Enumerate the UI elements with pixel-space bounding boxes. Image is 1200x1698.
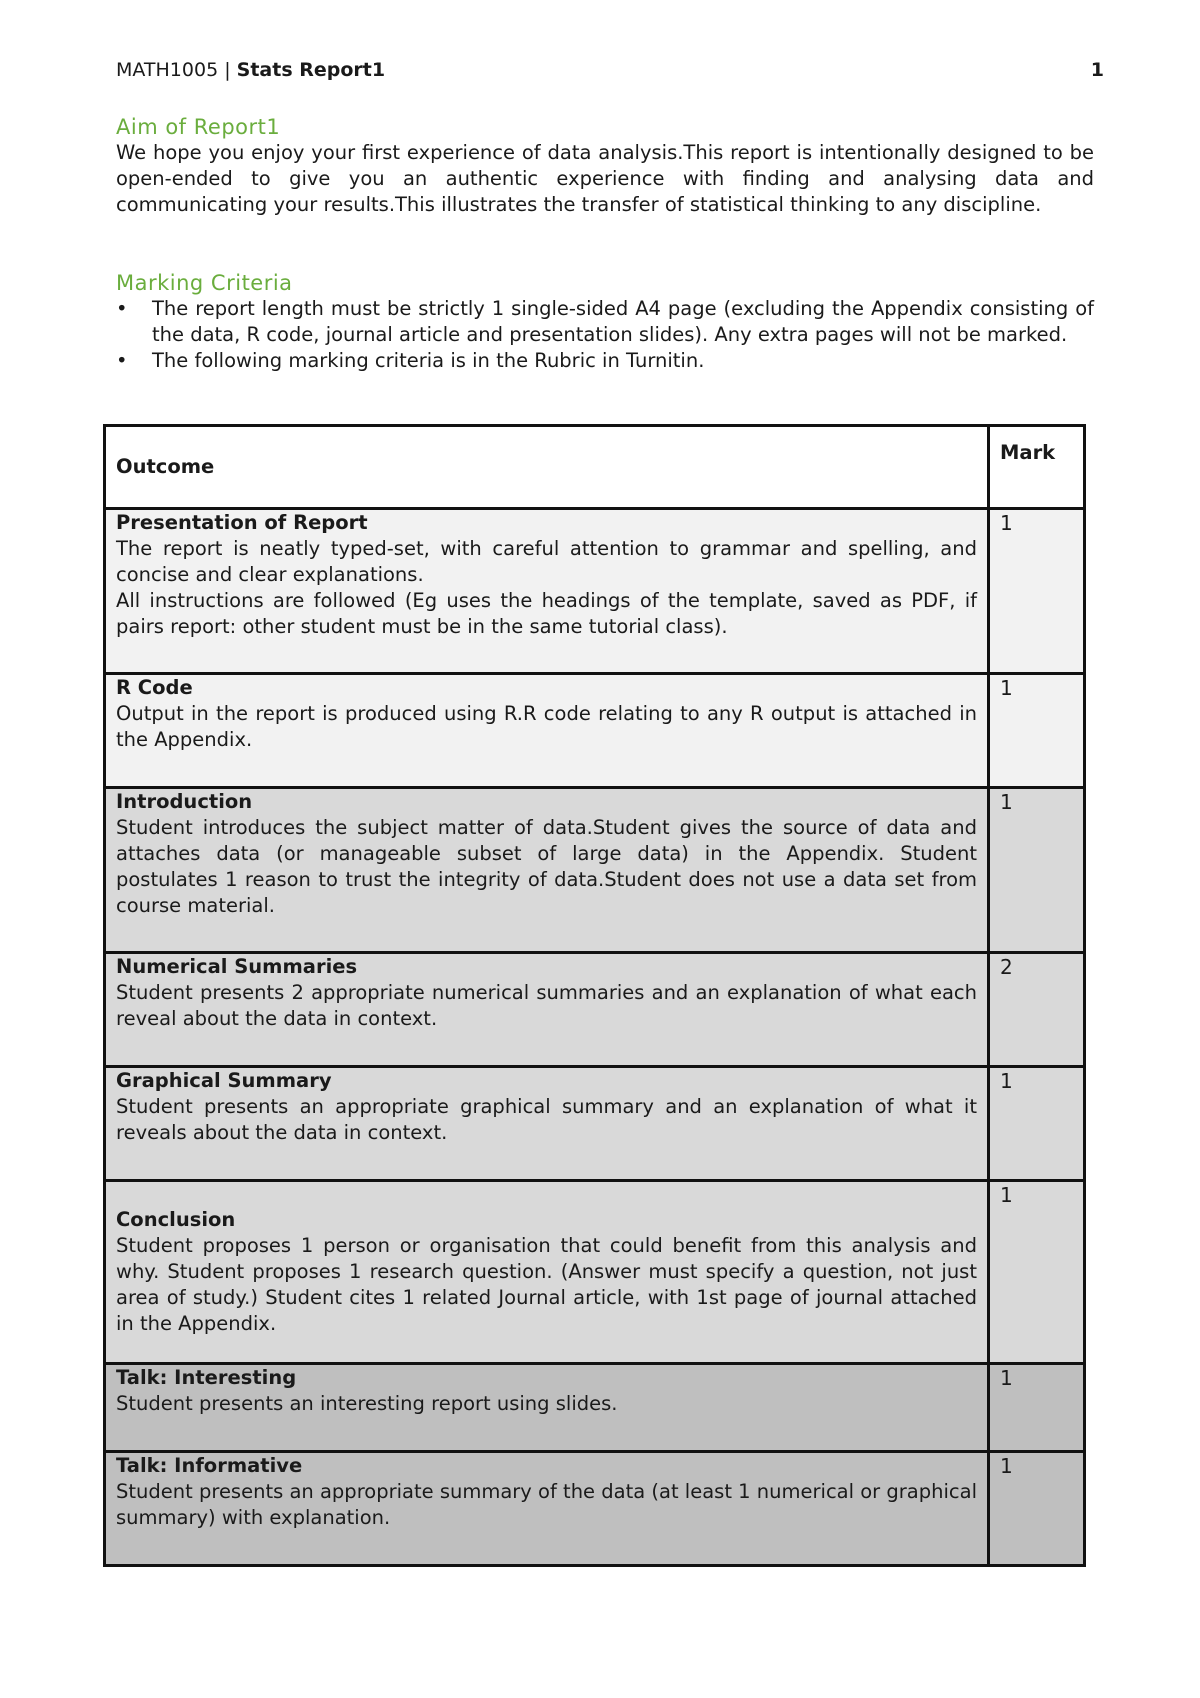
criterion-title: Graphical Summary	[116, 1069, 332, 1092]
table-row	[105, 1364, 1085, 1452]
outcome-column-header: Outcome	[105, 426, 989, 509]
criterion-description: Student proposes 1 person or organisation that could benefit from this analysis and why. Student proposes 1 research question. (Answer must specify a question, not just area of study.) Student cites 1 related Journal article, with 1st page of journal attached in the Appendix.	[116, 1234, 977, 1335]
outcome-cell	[105, 1067, 989, 1181]
mark-cell: 1	[989, 1181, 1085, 1364]
table-row	[105, 953, 1085, 1067]
outcome-cell	[105, 1181, 989, 1364]
aim-heading: Aim of Report1	[116, 115, 281, 139]
mark-cell: 1	[989, 509, 1085, 674]
mark-cell: 1	[989, 1364, 1085, 1452]
mark-cell: 1	[989, 1452, 1085, 1566]
list-item: • The report length must be strictly 1 single-sided A4 page (excluding the Appendix consisting of the data, R code, journal article and presentation slides). Any extra pages will not be marked.	[116, 296, 1094, 348]
table-header-row	[105, 426, 1085, 509]
mark-cell: 2	[989, 953, 1085, 1067]
report-title: Stats Report1	[236, 59, 386, 81]
mark-cell: 1	[989, 1067, 1085, 1181]
table-row	[105, 1181, 1085, 1364]
outcome-cell	[105, 953, 989, 1067]
outcome-cell	[105, 1364, 989, 1452]
criterion-description: Student presents an interesting report using slides.	[116, 1392, 618, 1415]
course-code: MATH1005 |	[116, 59, 237, 81]
mark-cell: 1	[989, 788, 1085, 953]
criterion-title: Talk: Interesting	[116, 1366, 297, 1389]
criterion-description: Student presents an appropriate graphical summary and an explanation of what it reveals about the data in context.	[116, 1095, 977, 1144]
mark-column-header: Mark	[989, 426, 1085, 509]
criterion-title: Introduction	[116, 790, 253, 813]
criterion-description: All instructions are followed (Eg uses the headings of the template, saved as PDF, if pairs report: other student must be in the same tutorial class).	[116, 589, 977, 638]
criterion-description: The report is neatly typed-set, with careful attention to grammar and spelling, and concise and clear explanations.	[116, 537, 977, 586]
criterion-description: Student presents 2 appropriate numerical summaries and an explanation of what each reveal about the data in context.	[116, 981, 977, 1030]
criterion-title: Numerical Summaries	[116, 955, 358, 978]
page-number: 1	[1090, 59, 1104, 81]
table-row	[105, 1452, 1085, 1566]
table-row	[105, 509, 1085, 674]
outcome-cell	[105, 788, 989, 953]
criterion-description: Student presents an appropriate summary of the data (at least 1 numerical or graphical summary) with explanation.	[116, 1480, 977, 1529]
outcome-cell	[105, 1452, 989, 1566]
criterion-description: Output in the report is produced using R.R code relating to any R output is attached in the Appendix.	[116, 702, 977, 751]
outcome-cell	[105, 674, 989, 788]
criterion-title: Presentation of Report	[116, 511, 368, 534]
aim-paragraph: We hope you enjoy your first experience of data analysis.This report is intentionally designed to be open-ended to give you an authentic experience with finding and analysing data and communicating your results.This illustrates the transfer of statistical thinking to any discipline.	[116, 141, 1094, 217]
mark-cell: 1	[989, 674, 1085, 788]
table-row	[105, 1067, 1085, 1181]
criterion-title: Conclusion	[116, 1208, 236, 1231]
page-header	[116, 56, 1104, 84]
table-row	[105, 674, 1085, 788]
criterion-title: Talk: Informative	[116, 1454, 303, 1477]
outcome-cell	[105, 509, 989, 674]
criterion-title: R Code	[116, 676, 193, 699]
rubric-table	[103, 424, 1086, 1567]
table-row	[105, 788, 1085, 953]
criterion-description: Student introduces the subject matter of data.Student gives the source of data and attaches data (or manageable subset of large data) in the Appendix. Student postulates 1 reason to trust the integrity of data.Student does not use a data set from course material.	[116, 816, 977, 917]
marking-criteria-heading: Marking Criteria	[116, 271, 293, 295]
marking-criteria-list	[116, 296, 1094, 373]
list-item: • The following marking criteria is in the Rubric in Turnitin.	[116, 348, 1094, 374]
